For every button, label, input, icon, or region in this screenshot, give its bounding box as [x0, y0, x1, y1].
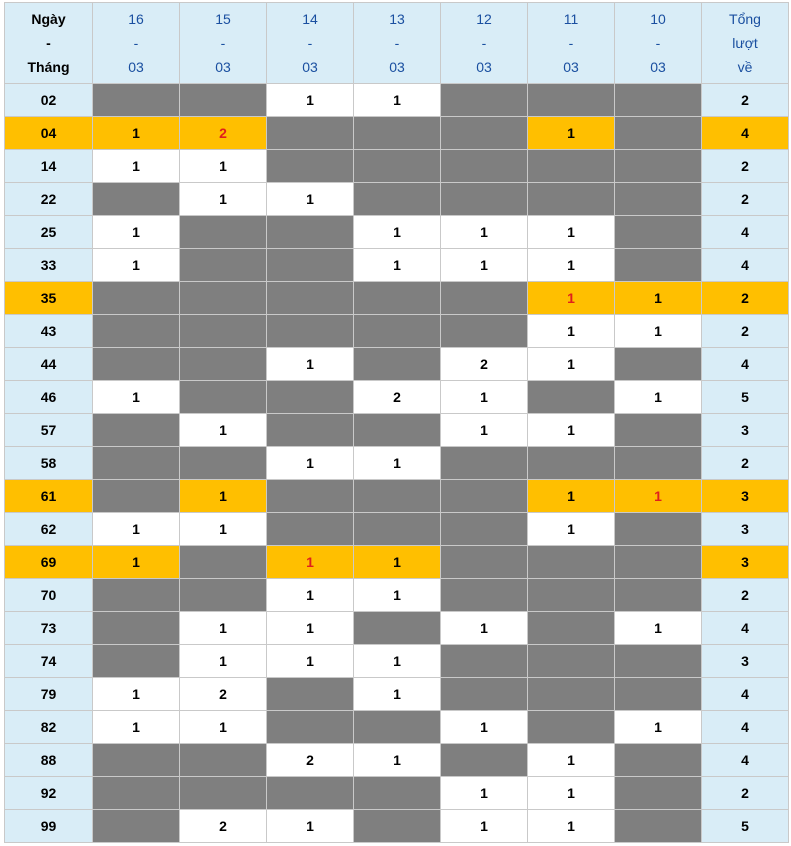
row-total: 5 [702, 810, 789, 843]
count-cell: 1 [528, 777, 615, 810]
table-row [5, 216, 789, 249]
count-cell: 1 [354, 84, 441, 117]
table-header [5, 3, 789, 84]
empty-cell [528, 150, 615, 183]
empty-cell [615, 249, 702, 282]
count-cell: 1 [354, 579, 441, 612]
empty-cell [615, 810, 702, 843]
count-cell: 1 [93, 216, 180, 249]
count-cell: 1 [267, 183, 354, 216]
count-cell: 2 [441, 348, 528, 381]
empty-cell [93, 447, 180, 480]
empty-cell [180, 744, 267, 777]
count-cell: 1 [441, 777, 528, 810]
count-cell: 1 [180, 513, 267, 546]
header-date-month: 03 [389, 59, 405, 75]
count-cell: 1 [441, 711, 528, 744]
empty-cell [93, 348, 180, 381]
empty-cell [528, 612, 615, 645]
count-cell: 1 [441, 810, 528, 843]
row-total: 2 [702, 579, 789, 612]
header-date-month: 03 [563, 59, 579, 75]
table-row [5, 348, 789, 381]
table-row [5, 777, 789, 810]
empty-cell [354, 777, 441, 810]
header-date-4 [441, 3, 528, 84]
row-total: 4 [702, 348, 789, 381]
row-total: 2 [702, 777, 789, 810]
empty-cell [354, 315, 441, 348]
count-cell: 1 [180, 150, 267, 183]
empty-cell [441, 744, 528, 777]
count-cell: 1 [267, 546, 354, 579]
count-cell: 1 [267, 348, 354, 381]
count-cell: 1 [441, 414, 528, 447]
empty-cell [615, 117, 702, 150]
header-date-month: 03 [128, 59, 144, 75]
empty-cell [267, 216, 354, 249]
empty-cell [267, 480, 354, 513]
row-total: 3 [702, 645, 789, 678]
header-total-line-3: về [737, 59, 753, 75]
empty-cell [615, 447, 702, 480]
header-date-month: 03 [476, 59, 492, 75]
count-cell: 1 [441, 216, 528, 249]
empty-cell [180, 546, 267, 579]
count-cell: 1 [180, 711, 267, 744]
count-cell: 2 [267, 744, 354, 777]
empty-cell [615, 678, 702, 711]
count-cell: 1 [93, 249, 180, 282]
row-number-label: 14 [5, 150, 93, 183]
header-date-day: 11 [563, 11, 579, 27]
empty-cell [267, 513, 354, 546]
table-row [5, 150, 789, 183]
row-total: 2 [702, 447, 789, 480]
empty-cell [528, 645, 615, 678]
count-cell: 1 [180, 480, 267, 513]
empty-cell [180, 777, 267, 810]
empty-cell [441, 645, 528, 678]
empty-cell [180, 315, 267, 348]
empty-cell [354, 282, 441, 315]
header-date-day: 12 [476, 11, 492, 27]
empty-cell [528, 183, 615, 216]
empty-cell [93, 744, 180, 777]
header-date-separator: - [220, 35, 226, 51]
header-date-0 [93, 3, 180, 84]
empty-cell [93, 480, 180, 513]
empty-cell [354, 348, 441, 381]
header-date-month: 03 [302, 59, 318, 75]
empty-cell [528, 381, 615, 414]
row-number-label: 46 [5, 381, 93, 414]
empty-cell [615, 216, 702, 249]
table-row [5, 678, 789, 711]
empty-cell [267, 315, 354, 348]
table-row [5, 315, 789, 348]
empty-cell [615, 150, 702, 183]
row-total: 4 [702, 711, 789, 744]
header-date-day: 15 [215, 11, 231, 27]
empty-cell [441, 315, 528, 348]
count-cell: 1 [267, 447, 354, 480]
empty-cell [354, 711, 441, 744]
header-date-2 [267, 3, 354, 84]
empty-cell [180, 249, 267, 282]
count-cell: 1 [528, 480, 615, 513]
empty-cell [615, 513, 702, 546]
row-total: 2 [702, 183, 789, 216]
empty-cell [615, 777, 702, 810]
empty-cell [354, 612, 441, 645]
count-cell: 1 [354, 216, 441, 249]
count-cell: 1 [354, 546, 441, 579]
empty-cell [441, 546, 528, 579]
count-cell: 1 [93, 546, 180, 579]
header-date-day: 10 [650, 11, 666, 27]
header-date-6 [615, 3, 702, 84]
count-cell: 1 [180, 414, 267, 447]
table-row [5, 117, 789, 150]
row-number-label: 73 [5, 612, 93, 645]
empty-cell [93, 84, 180, 117]
count-cell: 1 [441, 612, 528, 645]
empty-cell [267, 711, 354, 744]
empty-cell [354, 183, 441, 216]
row-number-label: 88 [5, 744, 93, 777]
count-cell: 2 [180, 810, 267, 843]
empty-cell [267, 777, 354, 810]
count-cell: 1 [267, 810, 354, 843]
empty-cell [267, 414, 354, 447]
count-cell: 1 [180, 645, 267, 678]
count-cell: 2 [354, 381, 441, 414]
empty-cell [441, 84, 528, 117]
count-cell: 1 [267, 84, 354, 117]
row-number-label: 92 [5, 777, 93, 810]
row-number-label: 22 [5, 183, 93, 216]
count-cell: 1 [180, 612, 267, 645]
count-cell: 1 [354, 678, 441, 711]
empty-cell [615, 546, 702, 579]
row-number-label: 62 [5, 513, 93, 546]
header-date-1 [180, 3, 267, 84]
table-row [5, 84, 789, 117]
count-cell: 1 [528, 513, 615, 546]
row-number-label: 99 [5, 810, 93, 843]
count-cell: 1 [441, 249, 528, 282]
header-row [5, 3, 789, 84]
count-cell: 1 [615, 480, 702, 513]
empty-cell [615, 183, 702, 216]
empty-cell [615, 84, 702, 117]
count-cell: 1 [180, 183, 267, 216]
header-total [702, 3, 789, 84]
empty-cell [180, 381, 267, 414]
header-separator: - [46, 35, 51, 51]
table-body [5, 84, 789, 843]
table-row [5, 414, 789, 447]
empty-cell [441, 480, 528, 513]
row-total: 4 [702, 678, 789, 711]
empty-cell [180, 579, 267, 612]
header-date-separator: - [394, 35, 400, 51]
empty-cell [354, 513, 441, 546]
count-cell: 1 [528, 744, 615, 777]
count-cell: 1 [267, 612, 354, 645]
header-date-day: 14 [302, 11, 318, 27]
empty-cell [354, 480, 441, 513]
empty-cell [441, 513, 528, 546]
empty-cell [441, 579, 528, 612]
count-cell: 1 [354, 744, 441, 777]
header-total-line-2: lượt [732, 35, 758, 51]
frequency-table [4, 2, 789, 843]
count-cell: 1 [354, 249, 441, 282]
empty-cell [615, 348, 702, 381]
header-date-separator: - [133, 35, 139, 51]
empty-cell [180, 216, 267, 249]
count-cell: 1 [528, 348, 615, 381]
empty-cell [267, 678, 354, 711]
row-total: 3 [702, 414, 789, 447]
empty-cell [93, 777, 180, 810]
empty-cell [528, 546, 615, 579]
empty-cell [93, 645, 180, 678]
table-row [5, 546, 789, 579]
row-total: 2 [702, 84, 789, 117]
count-cell: 1 [93, 150, 180, 183]
empty-cell [441, 447, 528, 480]
count-cell: 2 [180, 117, 267, 150]
row-total: 4 [702, 612, 789, 645]
row-total: 5 [702, 381, 789, 414]
empty-cell [441, 117, 528, 150]
count-cell: 1 [93, 711, 180, 744]
empty-cell [267, 249, 354, 282]
table-row [5, 579, 789, 612]
count-cell: 1 [354, 447, 441, 480]
row-number-label: 35 [5, 282, 93, 315]
empty-cell [615, 414, 702, 447]
header-date-separator: - [481, 35, 487, 51]
count-cell: 1 [528, 282, 615, 315]
count-cell: 1 [528, 117, 615, 150]
header-date-day: 16 [128, 11, 144, 27]
table-row [5, 513, 789, 546]
count-cell: 1 [354, 645, 441, 678]
header-date-month: 03 [650, 59, 666, 75]
row-total: 3 [702, 546, 789, 579]
row-total: 3 [702, 480, 789, 513]
table-row [5, 282, 789, 315]
table-row [5, 480, 789, 513]
table-row [5, 744, 789, 777]
empty-cell [615, 579, 702, 612]
row-number-label: 44 [5, 348, 93, 381]
empty-cell [441, 282, 528, 315]
row-number-label: 79 [5, 678, 93, 711]
empty-cell [528, 678, 615, 711]
header-date-5 [528, 3, 615, 84]
table-row [5, 645, 789, 678]
row-number-label: 74 [5, 645, 93, 678]
empty-cell [93, 810, 180, 843]
empty-cell [267, 381, 354, 414]
table-row [5, 447, 789, 480]
count-cell: 1 [93, 678, 180, 711]
empty-cell [528, 711, 615, 744]
table-row [5, 183, 789, 216]
row-number-label: 02 [5, 84, 93, 117]
count-cell: 1 [528, 810, 615, 843]
empty-cell [441, 678, 528, 711]
empty-cell [93, 414, 180, 447]
row-total: 2 [702, 282, 789, 315]
row-number-label: 61 [5, 480, 93, 513]
empty-cell [528, 84, 615, 117]
empty-cell [93, 579, 180, 612]
header-date-3 [354, 3, 441, 84]
count-cell: 2 [180, 678, 267, 711]
header-date-month: 03 [215, 59, 231, 75]
empty-cell [267, 282, 354, 315]
count-cell: 1 [528, 216, 615, 249]
table-row [5, 810, 789, 843]
header-total-line-1: Tổng [729, 11, 761, 27]
empty-cell [93, 282, 180, 315]
row-number-label: 58 [5, 447, 93, 480]
row-number-label: 69 [5, 546, 93, 579]
header-date-separator: - [568, 35, 574, 51]
row-total: 2 [702, 315, 789, 348]
empty-cell [180, 282, 267, 315]
row-total: 4 [702, 249, 789, 282]
row-total: 4 [702, 744, 789, 777]
empty-cell [354, 117, 441, 150]
table-row [5, 612, 789, 645]
header-month-label: Tháng [27, 59, 70, 75]
count-cell: 1 [615, 612, 702, 645]
empty-cell [354, 414, 441, 447]
table-row [5, 381, 789, 414]
empty-cell [180, 348, 267, 381]
header-date-separator: - [307, 35, 313, 51]
row-number-label: 33 [5, 249, 93, 282]
count-cell: 1 [441, 381, 528, 414]
row-total: 2 [702, 150, 789, 183]
header-date-separator: - [655, 35, 661, 51]
count-cell: 1 [528, 414, 615, 447]
count-cell: 1 [615, 381, 702, 414]
count-cell: 1 [267, 645, 354, 678]
empty-cell [441, 150, 528, 183]
empty-cell [267, 117, 354, 150]
table-row [5, 249, 789, 282]
empty-cell [93, 315, 180, 348]
count-cell: 1 [615, 282, 702, 315]
row-number-label: 25 [5, 216, 93, 249]
empty-cell [267, 150, 354, 183]
row-number-label: 70 [5, 579, 93, 612]
count-cell: 1 [528, 315, 615, 348]
count-cell: 1 [615, 315, 702, 348]
empty-cell [93, 612, 180, 645]
row-number-label: 57 [5, 414, 93, 447]
header-day-label: Ngày [31, 11, 66, 27]
empty-cell [180, 447, 267, 480]
count-cell: 1 [615, 711, 702, 744]
count-cell: 1 [93, 117, 180, 150]
count-cell: 1 [93, 381, 180, 414]
empty-cell [615, 645, 702, 678]
empty-cell [441, 183, 528, 216]
header-date-day: 13 [389, 11, 405, 27]
empty-cell [354, 150, 441, 183]
row-total: 4 [702, 216, 789, 249]
empty-cell [354, 810, 441, 843]
row-total: 4 [702, 117, 789, 150]
empty-cell [180, 84, 267, 117]
empty-cell [528, 579, 615, 612]
table-row [5, 711, 789, 744]
row-total: 3 [702, 513, 789, 546]
empty-cell [93, 183, 180, 216]
count-cell: 1 [93, 513, 180, 546]
row-number-label: 82 [5, 711, 93, 744]
row-number-label: 04 [5, 117, 93, 150]
header-day-month [5, 3, 93, 84]
empty-cell [615, 744, 702, 777]
count-cell: 1 [267, 579, 354, 612]
count-cell: 1 [528, 249, 615, 282]
empty-cell [528, 447, 615, 480]
row-number-label: 43 [5, 315, 93, 348]
